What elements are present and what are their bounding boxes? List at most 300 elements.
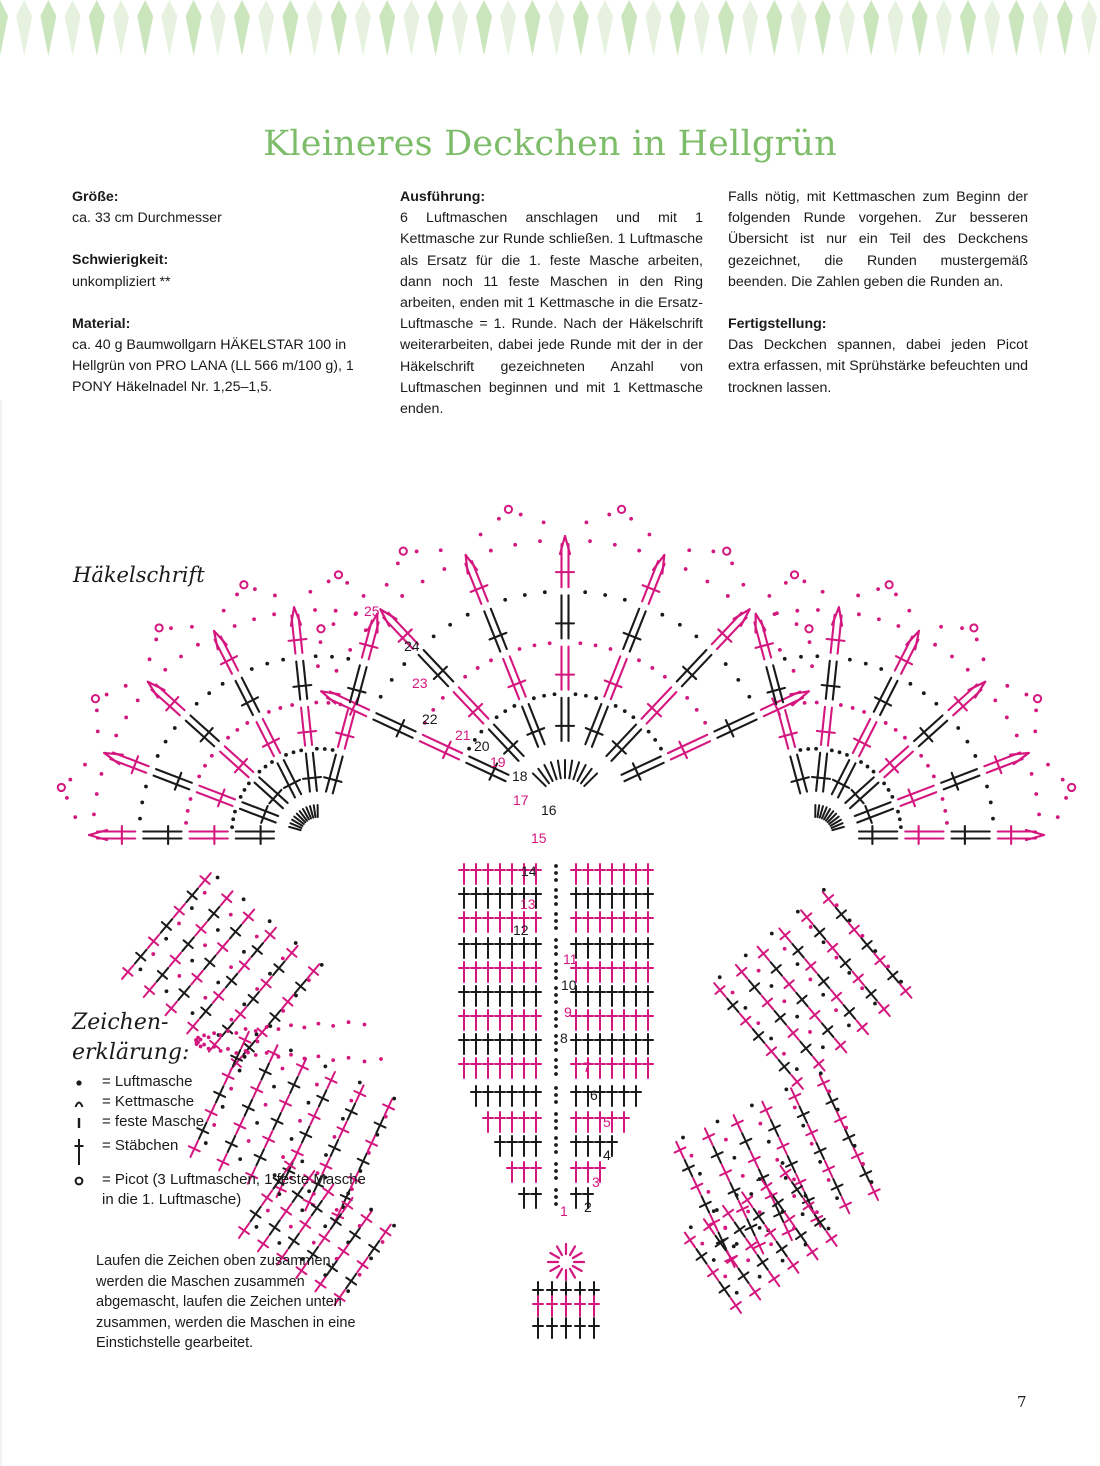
chain-stitch-dot — [723, 1226, 727, 1230]
chain-stitch-dot — [277, 1241, 281, 1245]
lattice-crossbar — [769, 1275, 779, 1282]
double-crochet-stitch — [522, 707, 538, 747]
chain-stitch-dot — [542, 521, 546, 525]
chain-stitch-dot — [821, 590, 825, 594]
border-diamond — [40, 0, 56, 56]
chain-stitch-dot — [229, 965, 233, 969]
chain-stitch-dot — [164, 937, 168, 941]
chain-stitch-dot — [735, 1291, 739, 1295]
picot-ring — [317, 625, 324, 632]
picot-tip — [291, 607, 294, 625]
chain-stitch-dot — [1037, 813, 1041, 817]
double-crochet-stitch — [592, 707, 608, 747]
chain-stitch-dot — [607, 513, 611, 517]
chain-stitch-dot — [253, 587, 257, 591]
chain-stitch-dot — [769, 1242, 773, 1246]
round-label: 10 — [561, 977, 577, 993]
double-crochet-stitch — [284, 760, 301, 794]
double-crochet-crossbar — [508, 681, 525, 688]
double-crochet-stitch — [611, 659, 627, 699]
double-crochet-crossbar — [827, 639, 845, 641]
chain-stitch-dot — [272, 612, 276, 616]
chain-stitch-dot — [1005, 684, 1009, 688]
chain-stitch-dot — [735, 1193, 739, 1197]
chain-stitch-dot — [781, 1210, 785, 1214]
chain-stitch-dot — [723, 1274, 727, 1278]
chain-stitch-dot — [781, 1161, 785, 1165]
double-crochet-stitch — [484, 611, 500, 651]
chain-stitch-dot — [554, 871, 558, 875]
round-label: 8 — [560, 1030, 568, 1046]
chain-stitch-dot — [1034, 792, 1038, 796]
chain-stitch-dot — [896, 810, 900, 814]
chain-stitch-dot — [164, 740, 168, 744]
lattice-crossbar — [784, 1216, 794, 1223]
chain-stitch-dot — [695, 708, 699, 712]
border-diamond — [766, 0, 782, 56]
chain-stitch-dot — [230, 825, 234, 829]
page-number: 7 — [1017, 1393, 1027, 1411]
chain-stitch-dot — [554, 1195, 558, 1199]
border-diamond — [355, 0, 371, 56]
chain-stitch-dot — [538, 539, 542, 543]
double-crochet-stitch — [901, 792, 937, 806]
chain-stitch-dot — [799, 655, 803, 659]
chain-stitch-dot — [741, 583, 745, 587]
double-crochet-crossbar — [643, 585, 660, 592]
lattice-crossbar — [300, 1221, 310, 1228]
lattice-crossbar — [362, 1215, 372, 1222]
chain-stitch-dot — [330, 655, 334, 659]
chain-stitch-dot — [966, 668, 970, 672]
chain-stitch-dot — [796, 962, 800, 966]
chain-stitch-dot — [554, 1058, 558, 1062]
chain-stitch-dot — [396, 561, 400, 565]
chain-stitch-dot — [151, 952, 155, 956]
double-crochet-stitch — [624, 763, 663, 781]
double-crochet-stitch — [826, 661, 830, 699]
double-crochet-crossbar — [293, 685, 311, 687]
double-crochet-crossbar — [812, 777, 830, 779]
chain-stitch-dot — [320, 963, 324, 967]
double-crochet-crossbar — [952, 773, 958, 790]
lattice-crossbar — [270, 1224, 280, 1231]
chain-stitch-dot — [873, 949, 877, 953]
chain-stitch-dot — [613, 543, 617, 547]
chain-stitch-dot-icon — [72, 1072, 102, 1092]
chain-stitch-dot — [806, 747, 810, 751]
chain-stitch-dot — [795, 1015, 799, 1019]
picot-ring — [400, 548, 407, 555]
double-crochet-stitch — [816, 753, 820, 791]
chain-stitch-dot — [235, 593, 239, 597]
chain-stitch-dot — [369, 1257, 373, 1261]
chain-stitch-dot — [222, 609, 226, 613]
border-diamond — [1008, 0, 1024, 56]
chain-stitch-dot — [975, 638, 979, 642]
chain-stitch-dot — [489, 549, 493, 553]
chain-stitch-dot — [124, 716, 128, 720]
chain-stitch-dot — [554, 1072, 558, 1076]
chain-stitch-dot — [247, 781, 251, 785]
chain-stitch-dot — [681, 1136, 685, 1140]
double-crochet-stitch — [874, 678, 891, 712]
chain-stitch-dot — [822, 888, 826, 892]
border-diamond — [984, 0, 1000, 56]
double-crochet-stitch — [242, 678, 259, 712]
chain-stitch-dot — [784, 1087, 788, 1091]
lattice-crossbar — [239, 1227, 249, 1234]
border-diamond — [645, 0, 661, 56]
chain-stitch-dot — [583, 590, 587, 594]
chain-stitch-dot — [746, 1210, 750, 1214]
lattice-crossbar — [731, 1302, 741, 1309]
chain-stitch-dot — [718, 975, 722, 979]
chain-stitch-dot — [804, 1243, 808, 1247]
border-diamond — [379, 0, 395, 56]
chain-stitch-dot — [148, 657, 152, 661]
round-label: 12 — [513, 922, 529, 938]
chain-stitch-dot — [758, 1226, 762, 1230]
border-diamond — [839, 0, 855, 56]
chain-stitch-dot — [712, 1209, 716, 1213]
picot-ring — [791, 571, 798, 578]
chain-stitch-dot — [358, 1224, 362, 1228]
legend-item — [72, 1136, 372, 1166]
chain-stitch-dot — [982, 657, 986, 661]
double-crochet-stitch — [491, 609, 507, 649]
chain-stitch-dot — [926, 764, 930, 768]
chain-stitch-dot — [775, 1158, 779, 1162]
chain-stitch-dot — [255, 1225, 259, 1229]
border-diamond — [234, 0, 250, 56]
chain-stitch-dot — [195, 702, 199, 706]
chain-stitch-dot — [177, 974, 181, 978]
chain-stitch-dot — [554, 912, 558, 916]
round-label: 11 — [563, 951, 578, 967]
chain-stitch-dot — [392, 1097, 396, 1101]
chain-stitch-dot — [554, 1150, 558, 1154]
chain-stitch-dot — [689, 1225, 693, 1229]
chain-stitch-dot — [463, 675, 467, 679]
chain-stitch-dot — [847, 971, 851, 975]
chain-stitch-dot — [827, 1227, 831, 1231]
double-crochet-crossbar — [624, 633, 641, 640]
chain-stitch-dot — [808, 640, 812, 644]
chain-stitch-dot — [585, 521, 589, 525]
double-crochet-stitch — [510, 656, 526, 696]
chain-stitch-dot — [637, 549, 641, 553]
chain-stitch-dot — [814, 747, 818, 751]
difficulty-text: unkompliziert ** — [72, 273, 171, 290]
chain-stitch-dot — [554, 1126, 558, 1130]
chain-stitch-dot — [466, 613, 470, 617]
double-crochet-stitch — [828, 708, 832, 746]
chain-stitch-dot — [542, 694, 546, 698]
chain-stitch-dot — [154, 638, 158, 642]
chain-stitch-dot — [415, 550, 419, 554]
chain-stitch-dot — [795, 622, 799, 626]
border-diamond — [912, 0, 928, 56]
chain-stitch-dot — [939, 625, 943, 629]
double-crochet-crossbar — [360, 643, 377, 648]
chain-stitch-dot — [886, 964, 890, 968]
picot-ring — [156, 624, 163, 631]
chain-stitch-dot — [808, 978, 812, 982]
chain-stitch-dot — [186, 809, 190, 813]
border-diamond — [452, 0, 468, 56]
chain-stitch-dot — [503, 709, 507, 713]
lattice-crossbar — [742, 1196, 752, 1203]
chain-stitch-dot — [503, 598, 507, 602]
chain-stitch-dot — [956, 726, 960, 730]
border-diamond — [65, 0, 81, 56]
chain-stitch-dot — [574, 692, 578, 696]
chain-stitch-dot — [402, 662, 406, 666]
chain-stitch-dot — [736, 678, 740, 682]
chain-stitch-dot — [726, 594, 730, 598]
chain-stitch-dot — [687, 548, 691, 552]
picot-ring — [505, 506, 512, 513]
chain-stitch-dot — [390, 678, 394, 682]
border-diamond — [742, 0, 758, 56]
chain-stitch-dot — [533, 643, 537, 647]
chain-stitch-dot — [197, 774, 201, 778]
chain-stitch-dot — [851, 706, 855, 710]
chain-stitch-dot — [314, 654, 318, 658]
double-crochet-crossbar — [995, 756, 1001, 773]
legend — [72, 1008, 372, 1210]
chain-stitch-dot — [827, 1178, 831, 1182]
lattice-crossbar — [739, 1272, 749, 1279]
chain-stitch-dot — [233, 810, 237, 814]
chain-stitch-dot — [196, 643, 200, 647]
chain-stitch-dot — [554, 895, 558, 899]
chain-stitch-dot — [810, 664, 814, 668]
picot-ring — [1068, 784, 1075, 791]
chain-stitch-dot — [945, 821, 949, 825]
fan-stitch — [569, 761, 572, 779]
decorative-diamond-border — [0, 0, 1100, 62]
chain-stitch-dot — [124, 684, 128, 688]
chain-stitch-dot — [233, 624, 237, 628]
lattice-crossbar — [723, 1210, 733, 1217]
chain-stitch-dot — [801, 1124, 805, 1128]
double-crochet-stitch — [855, 802, 891, 816]
chain-stitch-dot — [190, 959, 194, 963]
double-crochet-stitch — [313, 753, 317, 791]
fan-stitch — [551, 762, 557, 779]
material-text: ca. 40 g Baumwollgarn HÄKELSTAR 100 in Hellgrün von PRO LANA (LL 566 m/100 g), 1 PONY Häkelnadel Nr. 1,25–1,5. — [72, 337, 354, 396]
lattice-crossbar — [754, 1213, 764, 1220]
finishing-heading: Fertigstellung: — [728, 316, 827, 333]
chain-stitch-dot — [758, 1275, 762, 1279]
chain-stitch-dot — [793, 1106, 797, 1110]
double-crochet-crossbar — [779, 733, 796, 738]
chain-stitch-dot — [757, 969, 761, 973]
chain-stitch-dot — [815, 654, 819, 658]
double-crochet-stitch — [306, 754, 310, 792]
chain-stitch-dot — [782, 1052, 786, 1056]
chain-stitch-dot — [1033, 729, 1037, 733]
slip-stitch-arc-icon — [72, 1092, 102, 1112]
fan-stitch — [573, 762, 579, 779]
chain-stitch-dot — [730, 561, 734, 565]
chain-stitch-dot — [861, 934, 865, 938]
chain-stitch-dot — [856, 594, 860, 598]
chain-stitch-dot — [623, 598, 627, 602]
double-crochet-crossbar — [471, 585, 488, 592]
double-crochet-crossbar — [822, 685, 840, 687]
chain-stitch-dot — [554, 1065, 558, 1069]
chain-stitch-dot — [140, 801, 144, 805]
chain-stitch-dot — [795, 609, 799, 613]
chain-stitch-dot — [476, 666, 480, 670]
chain-stitch-dot — [95, 709, 99, 713]
chain-stitch-dot — [894, 593, 898, 597]
chain-stitch-dot — [847, 1024, 851, 1028]
chain-stitch-dot — [821, 1045, 825, 1049]
legend-item-text: = Luftmasche — [102, 1073, 193, 1090]
round-label: 25 — [364, 603, 380, 619]
chain-stitch-dot — [173, 726, 177, 730]
double-crochet-stitch — [941, 769, 977, 783]
chain-stitch-dot — [421, 580, 425, 584]
chain-stitch-dot — [746, 1258, 750, 1262]
border-diamond — [597, 0, 613, 56]
chain-stitch-dot — [250, 667, 254, 671]
chain-stitch-dot — [156, 754, 160, 758]
chain-stitch-dot — [792, 1194, 796, 1198]
double-crochet-crossbar — [298, 731, 316, 733]
chain-stitch-dot — [792, 669, 796, 673]
chain-stitch-dot — [802, 580, 806, 584]
legend-item-text: = Picot (3 Luftmaschen, 1 feste Masche in die 1. Luftmasche) — [102, 1171, 366, 1208]
chain-stitch-dot — [934, 702, 938, 706]
chain-stitch-dot — [827, 1090, 831, 1094]
double-crochet-stitch — [420, 741, 459, 759]
chain-stitch-dot — [548, 641, 552, 645]
chain-stitch-dot — [243, 788, 247, 792]
chart-heading: Häkelschrift — [73, 563, 205, 587]
chain-stitch-dot — [554, 976, 558, 980]
chain-stitch-dot — [203, 996, 207, 1000]
chain-stitch-dot — [314, 701, 318, 705]
finishing-text: Das Deckchen spannen, dabei jeden Picot extra erfassen, mit Sprühstärke befeuchten und trocknen lassen. — [728, 337, 1028, 396]
crochet-chart — [0, 480, 1100, 1380]
legend-item-text: = feste Masche — [102, 1113, 205, 1130]
chain-stitch-dot — [747, 695, 751, 699]
chain-stitch-dot — [332, 622, 336, 626]
chain-stitch-dot — [578, 641, 582, 645]
round-label: 19 — [490, 754, 506, 770]
chain-stitch-dot — [594, 643, 598, 647]
chain-stitch-dot — [554, 1017, 558, 1021]
chain-stitch-dot — [810, 1142, 814, 1146]
chain-stitch-dot — [239, 795, 243, 799]
chain-stitch-dot — [554, 969, 558, 973]
chain-stitch-dot — [821, 993, 825, 997]
chain-stitch-dot — [838, 750, 842, 754]
chain-stitch-dot — [943, 809, 947, 813]
lattice-crossbar — [685, 1237, 695, 1244]
chain-stitch-dot — [339, 703, 343, 707]
round-label: 22 — [422, 711, 438, 727]
chain-stitch-dot — [859, 760, 863, 764]
chain-stitch-dot — [803, 701, 807, 705]
chain-stitch-dot — [226, 736, 230, 740]
chain-stitch-dot — [100, 772, 104, 776]
border-diamond — [1033, 0, 1049, 56]
double-crochet-cross-icon — [72, 1136, 102, 1166]
picot-ring — [723, 548, 730, 555]
double-crochet-stitch — [714, 713, 753, 731]
chain-stitch-dot — [289, 1225, 293, 1229]
double-crochet-crossbar — [132, 756, 138, 773]
double-crochet-crossbar — [324, 777, 341, 782]
double-crochet-stitch — [373, 720, 412, 738]
double-crochet-stitch — [197, 792, 233, 806]
round-label: 5 — [603, 1114, 611, 1130]
chain-stitch-dot — [809, 925, 813, 929]
lattice-crossbar — [289, 1237, 299, 1244]
chain-stitch-dot — [207, 691, 211, 695]
chain-stitch-dot — [724, 662, 728, 666]
chain-stitch-dot — [767, 1140, 771, 1144]
picot-ring — [335, 571, 342, 578]
lattice-crossbar — [319, 1234, 329, 1241]
chain-stitch-dot — [950, 655, 954, 659]
chain-stitch-dot — [242, 950, 246, 954]
chain-stitch-dot — [1005, 716, 1009, 720]
round-label: 7 — [583, 1059, 591, 1075]
chain-stitch-dot — [210, 754, 214, 758]
chain-stitch-dot — [795, 1067, 799, 1071]
chain-stitch-dot — [519, 513, 523, 517]
double-crochet-stitch — [585, 704, 601, 744]
chain-stitch-dot — [554, 1041, 558, 1045]
border-diamond — [863, 0, 879, 56]
chain-stitch-dot — [553, 692, 557, 696]
double-crochet-stitch — [833, 662, 837, 700]
chain-stitch-dot — [554, 993, 558, 997]
chain-stitch-dot — [381, 1240, 385, 1244]
chain-stitch-dot — [136, 698, 140, 702]
chain-stitch-dot — [839, 703, 843, 707]
chain-stitch-dot — [941, 797, 945, 801]
chain-stitch-dot — [554, 1000, 558, 1004]
chain-stitch-dot — [265, 662, 269, 666]
chain-stitch-dot — [973, 754, 977, 758]
chain-stitch-dot — [554, 888, 558, 892]
chain-stitch-dot — [775, 611, 779, 615]
info-column-middle — [400, 187, 703, 420]
chain-stitch-dot — [835, 903, 839, 907]
chain-stitch-dot — [319, 640, 323, 644]
round-label: 6 — [590, 1087, 598, 1103]
round-label: 9 — [564, 1004, 572, 1020]
double-crochet-stitch — [880, 681, 897, 715]
legend-item-text: = Kettmasche — [102, 1093, 195, 1110]
chain-stitch-dot — [836, 1108, 840, 1112]
border-diamond — [428, 0, 444, 56]
chain-stitch-dot — [354, 611, 358, 615]
border-diamond — [0, 0, 8, 56]
double-crochet-crossbar — [336, 733, 353, 738]
chain-stitch-dot — [741, 1174, 745, 1178]
chain-stitch-dot — [554, 1188, 558, 1192]
chain-stitch-dot — [294, 994, 298, 998]
